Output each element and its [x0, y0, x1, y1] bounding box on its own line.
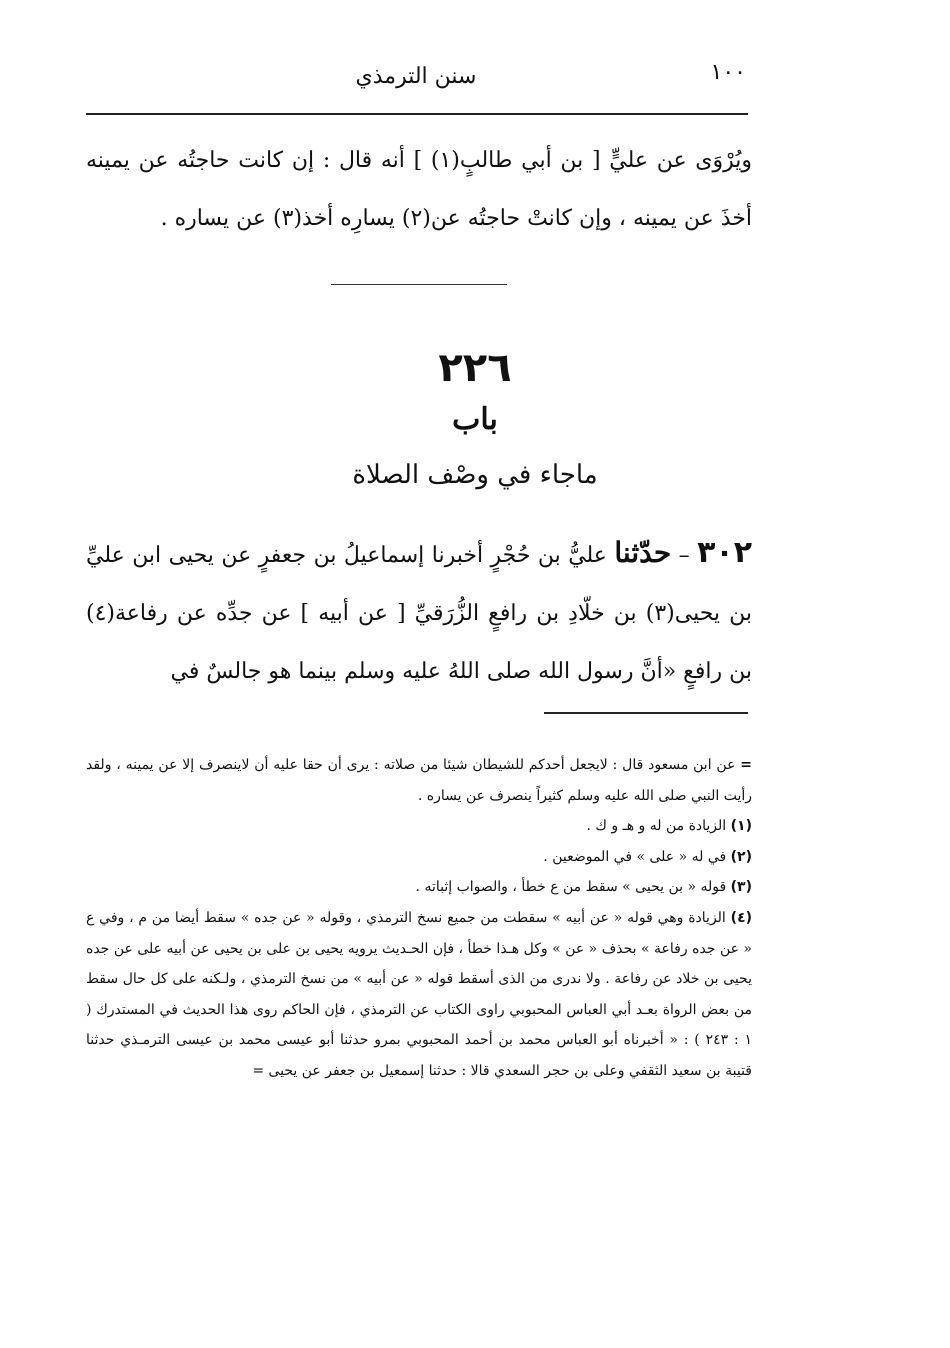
footnote-continuation: [86, 750, 752, 811]
hadith-number: ٣٠٢: [697, 535, 753, 570]
footnotes: [86, 750, 752, 1087]
footnote-text: في له « على » في الموضعين .: [543, 848, 727, 865]
footnote-2: [86, 842, 752, 873]
running-title: سنن الترمذي: [355, 64, 477, 89]
chapter-title: ماجاء في وصْف الصلاة: [352, 460, 598, 490]
chapter-label: باب: [452, 402, 498, 437]
footnote-marker: (١): [730, 818, 752, 835]
footnotes-rule: [544, 712, 748, 714]
hadith-opening: حدّثنا: [614, 536, 672, 569]
running-header: [86, 58, 746, 98]
footnote-1: [86, 811, 752, 842]
header-rule: [86, 113, 748, 115]
footnote-text: الزيادة من له و هـ و ك .: [586, 818, 727, 835]
page-number: ١٠٠: [710, 60, 746, 85]
footnote-3: [86, 872, 752, 903]
footnote-text: الزيادة وهي قوله « عن أبيه » سقطت من جميع نسخ الترمذي ، وقوله « عن جده » سقط أيضا من م ، وفي ع « عن جده رفاعة » بحذف « عن » وكل هـذا خطأ ، فإن الحـديث يرويه يحيى بن على بن يحيى عن أبيه على عن جده يحيى بن خلاد عن رفاعة . ولا ندرى من الذى أسقط قوله « عن أبيه » من نسخ الترمذي ، ولـكنه على كل حال سقط من بعض الرواة بعـد أبي العباس المحبوبي راوى الكتاب عن الترمذي ، فإن الحاكم روى هذا الحديث في المستدرك ( ١ : ٢٤٣ ) : « أخبرناه أبو العباس محمد بن أحمد المحبوبي بمرو حدثنا أبو عيسى محمد بن عيسى الترمـذي حدثنا قتيبة بن سعيد الثقفي وعلى بن حجر السعدي قالا : حدثنا إسمعيل بن جعفر عن يحيى =: [86, 909, 752, 1079]
section-divider: [331, 284, 507, 285]
footnote-marker: =: [740, 757, 753, 773]
intro-paragraph: ويُرْوَى عن عليٍّ [ بن أبي طالبٍ(١) ] أنه قال : إن كانت حاجتُه عن يمينه أخذَ عن يمينه ، وإن كانتْ حاجتُه عن(٢) يسارِه أخذ(٣) عن يساره .: [86, 148, 753, 231]
footnote-text: قوله « بن يحيى » سقط من ع خطأ ، والصواب إثباته .: [415, 879, 727, 896]
hadith-text: عليُّ بن حُجْرٍ أخبرنا إسماعيلُ بن جعفرٍ عن يحيى ابن عليِّ بن يحيى(٣) بن خلّادِ بن رافعٍ الزُّرَقيِّ [ عن أبيه ] عن جدِّه عن رفاعة(٤) بن رافعٍ «أنَّ رسول الله صلى اللهُ عليه وسلم بينما هو جالسٌ في: [86, 543, 752, 684]
chapter-number: ٢٢٦: [438, 345, 512, 391]
footnote-text: عن ابن مسعود قال : لايجعل أحدكم للشيطان شيئا من صلاته : يرى أن حقا عليه أن لاينصرف إلا عن يمينه ، ولقد رأيت النبي صلى الله عليه وسلم كثيراً ينصرف عن يساره .: [86, 757, 752, 804]
footnote-4: [86, 903, 752, 1087]
hadith-paragraph: [86, 524, 752, 701]
hadith-dash: –: [671, 543, 690, 568]
footnote-marker: (٣): [730, 879, 752, 896]
footnote-marker: (٤): [730, 909, 753, 926]
footnote-marker: (٢): [730, 848, 752, 865]
